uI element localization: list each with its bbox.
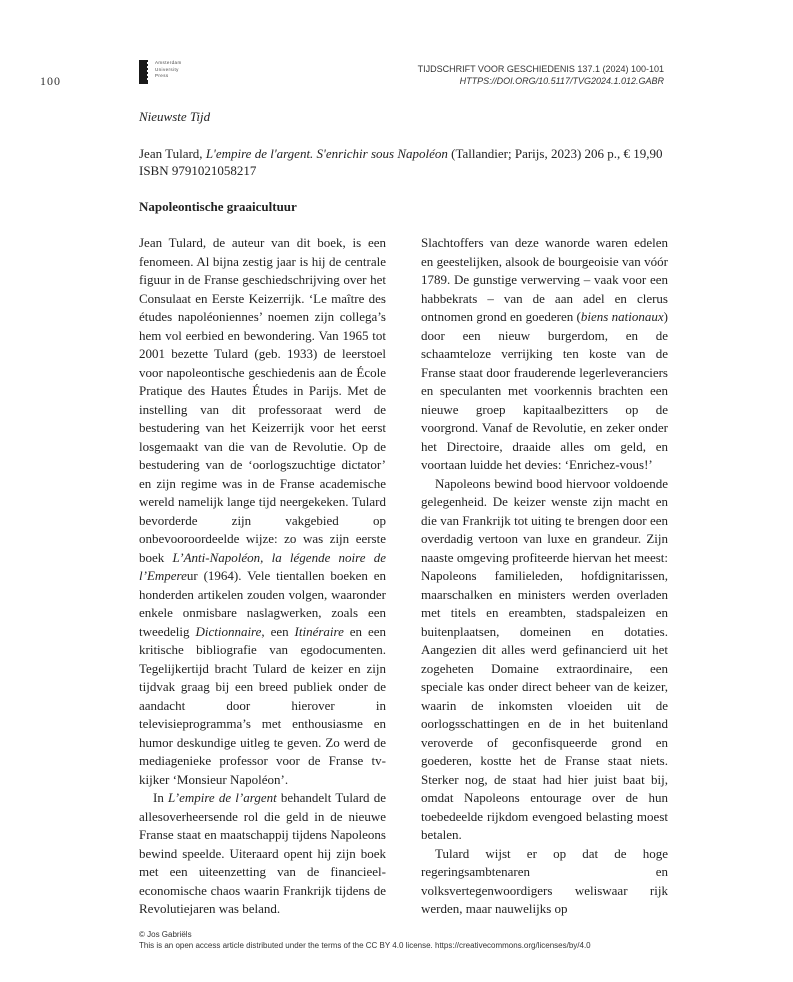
paragraph bbox=[139, 789, 386, 919]
section-heading: Nieuwste Tijd bbox=[139, 109, 211, 124]
journal-citation: TIJDSCHRIFT VOOR GESCHIEDENIS 137.1 (2024) 100-101 bbox=[417, 64, 664, 74]
copyright-notice: © Jos Gabriëls bbox=[139, 930, 192, 939]
body-text: ur (1964). Vele tientallen boeken en honderden artikelen zouden volgen, waaronder enkele onmisbare naslagwerken, zoals een tweedelig bbox=[139, 568, 386, 639]
paragraph bbox=[421, 845, 668, 919]
page-number: 100 bbox=[40, 74, 61, 88]
body-text: In bbox=[153, 790, 168, 805]
body-text: Tulard wijst er op dat de hoge regeringsambtenaren en volksvertegenwoordigers weliswaar rijk werden, maar nauwelijks op bbox=[421, 845, 668, 916]
italic-text: Dictionnaire bbox=[195, 623, 262, 639]
paragraph bbox=[421, 234, 668, 475]
book-isbn: ISBN 9791021058217 bbox=[139, 163, 257, 178]
body-text: Slachtoffers van deze wanorde waren edelen en geestelijken, alsook de bourgeoisie van vóór 1789. De gunstige verwerving – vaak voor een habbekrats – van de aan adel en clerus ontnomen grond en goederen ( bbox=[421, 235, 668, 324]
paragraph bbox=[421, 475, 668, 845]
body-text: , een bbox=[261, 623, 295, 639]
italic-text: biens nationaux bbox=[580, 309, 664, 324]
amsterdam-university-press-logo-icon bbox=[139, 60, 148, 84]
footer bbox=[139, 929, 591, 951]
body-text: Jean Tulard, de auteur van dit boek, is een fenomeen. Al bijna zestig jaar is hij de centrale figuur in de Franse geschiedschrijving over het Consulaat en Eerste Keizerrijk. ‘Le maître des études napoléoniennes’ noemen zijn collega’s hem vol eerbied en bewondering. Van 1965 tot 2001 bezette Tulard (geb. 1933) de leerstoel voor napoleontische geschiedenis aan de École Pratique des Hautes Études in Parijs. Met de instelling van dit professoraat werd de bestudering van het Keizerrijk voor het eerst losgemaakt van die van de Revolutie. Op de bestudering van de ‘oorlogszuchtige dictator’ en zijn regime was in de Franse academische wereld namelijk lange tijd neergekeken. Tulard bevorderde zijn vakgebied op onbevooroordeelde wijze: zo was zijn eerste boek bbox=[139, 235, 386, 565]
review-title: Napoleontische graaicultuur bbox=[139, 199, 297, 214]
paragraph bbox=[139, 234, 386, 789]
book-citation bbox=[139, 145, 669, 179]
book-details: (Tallandier; Parijs, 2023) 206 p., € 19,90 bbox=[447, 146, 663, 161]
journal-header bbox=[418, 63, 664, 87]
italic-text: L’Anti-Napoléon, la légende noire de l’Empere bbox=[139, 549, 386, 583]
book-title: L'empire de l'argent. S'enrichir sous Napoléon bbox=[205, 146, 448, 161]
body-text: behandelt Tulard de allesoverheersende rol die geld in de nieuwe Franse staat en maatschappij tijdens Napoleons bewind speelde. Uiteraard opent hij zijn boek met een uiteenzetting van de financieel-economische chaos waarin Frankrijk tijdens de Revolutiejaren was beland. bbox=[139, 790, 386, 916]
publisher-logo bbox=[139, 60, 182, 84]
body-text: Napoleons bewind bood hiervoor voldoende gelegenheid. De keizer wenste zijn macht en die van Frankrijk tot uiting te brengen door een overdadig vertoon van luxe en grandeur. Zijn naaste omgeving profiteerde hiervan het meest: Napoleons familieleden, hofdignitarissen, maarschalken en ministers werden overladen met titels en ereambten, stadspaleizen en buitenplaatsen, domeinen en dotaties. Aangezien dit alles werd gefinancierd uit het zogeheten Domaine extraordinaire, een speciale kas onder direct beheer van de keizer, waarin de inkomsten vloeiden uit de oorlogsschattingen en de in het buitenland veroverde of geconfisqueerde grond en goederen, kostte het de Franse staat niets. Sterker nog, de staat had hier juist baat bij, omdat Napoleons entourage over de hun toebedeelde rijkdom evengoed belasting moest betalen. bbox=[421, 475, 668, 842]
right-column bbox=[421, 234, 668, 919]
italic-text: Itinéraire bbox=[294, 623, 344, 639]
license-notice[interactable]: This is an open access article distributed under the terms of the CC BY 4.0 license. https://creativecommons.org/licenses/by/4.0 bbox=[139, 941, 591, 950]
body-text: en een kritische bibliografie van egodocumenten. Tegelijkertijd bracht Tulard de keizer en zijn tijdvak graag bij een breed publiek onder de aandacht door hierover in televisieprogramma’s met enthousiasme en humor deskundige uitleg te geven. Zo werd de mediagenieke professor voor de Franse tv-kijker ‘Monsieur Napoléon’. bbox=[139, 623, 386, 787]
doi-link[interactable]: HTTPS://DOI.ORG/10.5117/TVG2024.1.012.GABR bbox=[459, 76, 664, 86]
italic-text: L’empire de l’argent bbox=[168, 790, 277, 805]
left-column bbox=[139, 234, 386, 919]
publisher-name: Amsterdam University Press bbox=[155, 60, 182, 78]
book-author: Jean Tulard, bbox=[139, 146, 206, 161]
body-text: ) door een nieuw burgerdom, en de schaamteloze verrijking ten koste van de Franse staat door frauderende legerleveranciers en speculanten met voorkennis brachten een nieuwe groep kapitaalbezitters op de voorgrond. Vanaf de Revolutie, en zeker onder het Directoire, draaide alles om geld, en voortaan luidde het devies: ‘Enrichez-vous!’ bbox=[421, 309, 669, 472]
